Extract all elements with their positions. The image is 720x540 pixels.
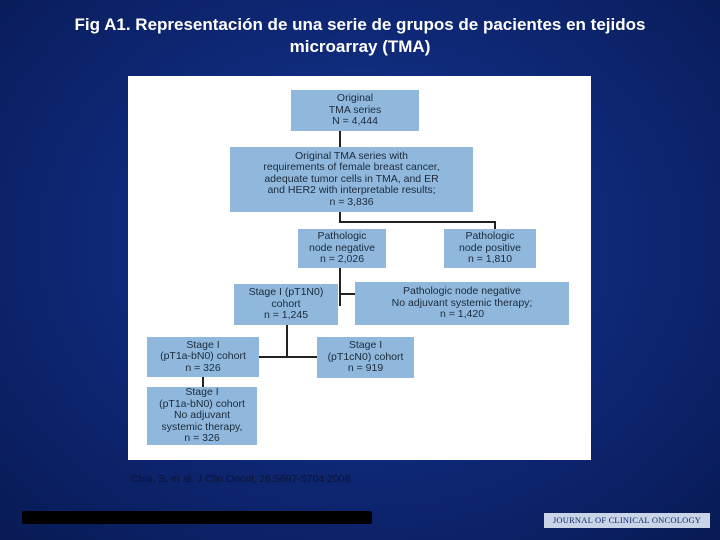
box-tma-requirements: Original TMA series with requirements of female breast cancer, adequate tumor cells in TMA, and ER and HER2 with interpretable results; n = 3,836 <box>230 147 473 212</box>
flowchart-panel <box>128 76 591 460</box>
slide-title <box>10 14 710 58</box>
slide-title-line-2: microarray (TMA) <box>289 37 431 56</box>
box-stage1-pt1cn0-cohort: Stage I (pT1cN0) cohort n = 919 <box>317 337 414 378</box>
box-node-negative: Pathologic node negative n = 2,026 <box>298 229 386 268</box>
citation-text: Chia, S. et al. J Clin Oncol; 26:5697-5704 2008 <box>131 473 351 485</box>
box-stage1-pt1abn0-no-adjuvant: Stage I (pT1a-bN0) cohort No adjuvant systemic therapy, n = 326 <box>147 387 257 445</box>
connector-stage1-down <box>286 325 288 356</box>
box-node-negative-no-adjuvant: Pathologic node negative No adjuvant systemic therapy; n = 1,420 <box>355 282 569 325</box>
connector-to-no-adjuvant <box>339 293 355 295</box>
journal-logo: JOURNAL OF CLINICAL ONCOLOGY <box>544 513 710 528</box>
connector-node-split-horizontal <box>339 221 495 223</box>
box-node-positive: Pathologic node positive n = 1,810 <box>444 229 536 268</box>
slide-title-line-1: Fig A1. Representación de una serie de grupos de pacientes en tejidos <box>74 15 646 34</box>
box-stage1-pt1abn0-cohort: Stage I (pT1a-bN0) cohort n = 326 <box>147 337 259 377</box>
connector-requirements-down <box>339 212 341 221</box>
connector-to-node-positive <box>494 221 496 229</box>
box-original-tma-series: Original TMA series N = 4,444 <box>291 90 419 131</box>
footer-decorative-bar <box>22 511 372 524</box>
connector-node-negative-down <box>339 268 341 306</box>
connector-original-to-requirements <box>339 131 341 147</box>
box-stage1-pt1n0-cohort: Stage I (pT1N0) cohort n = 1,245 <box>234 284 338 325</box>
